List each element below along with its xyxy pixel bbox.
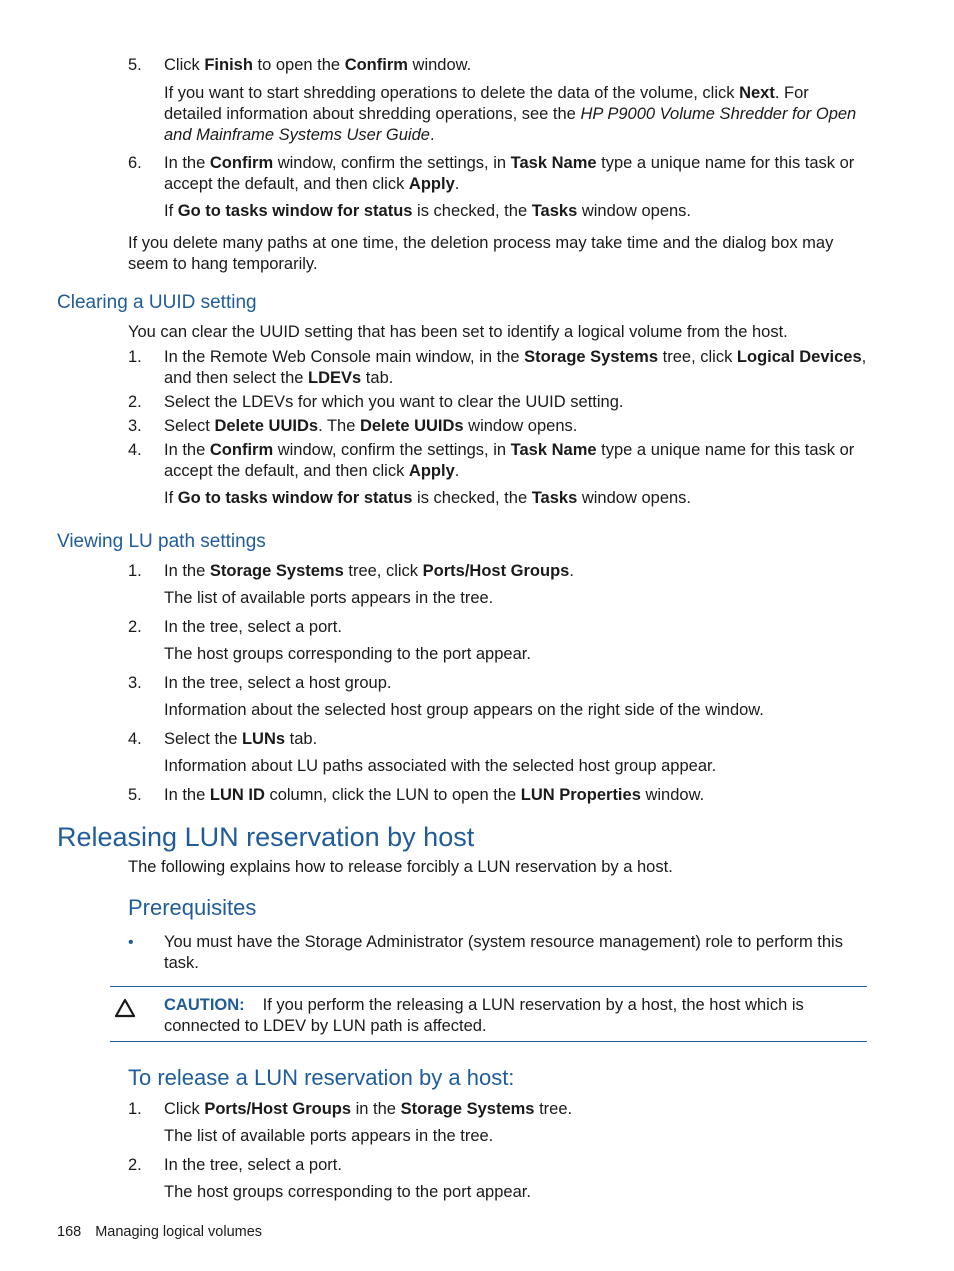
step-number: 2. xyxy=(128,618,142,636)
ui-term: Tasks xyxy=(531,489,578,507)
text: window opens. xyxy=(463,417,578,435)
caution-message: If you perform the releasing a LUN reservation by a host, the host which is connected to LDEV by LUN path is affected. xyxy=(164,996,804,1035)
step-text xyxy=(164,440,868,482)
lu-step-4-result: Information about LU paths associated with the selected host group appear. xyxy=(164,757,717,775)
ui-term: LDEVs xyxy=(308,369,362,387)
ui-term: Storage Systems xyxy=(524,348,659,366)
ui-term: Next xyxy=(739,84,775,102)
step-number: 5. xyxy=(128,786,142,804)
step-text xyxy=(164,561,868,582)
step-number: 1. xyxy=(128,562,142,580)
step-5 xyxy=(128,55,868,76)
text: , and then select the xyxy=(164,348,867,387)
text: window, confirm the settings, in xyxy=(273,441,511,459)
lu-step-3 xyxy=(128,673,868,694)
text: tree, click xyxy=(343,562,423,580)
text: . For detailed information about shredding operations, see the xyxy=(164,84,809,123)
release-step-1 xyxy=(128,1099,868,1120)
section-heading-uuid: Clearing a UUID setting xyxy=(57,292,257,313)
lu-step-1-result: The list of available ports appears in the tree. xyxy=(164,589,494,607)
text: tree. xyxy=(534,1100,573,1118)
step-number: 3. xyxy=(128,674,142,692)
procedure-heading: To release a LUN reservation by a host: xyxy=(128,1065,515,1090)
text: . xyxy=(569,562,574,580)
text: window opens. xyxy=(577,489,692,507)
caution-label: CAUTION: xyxy=(164,996,245,1014)
ui-term: Go to tasks window for status xyxy=(177,202,413,220)
step-number: 4. xyxy=(128,730,142,748)
text: is checked, the xyxy=(412,489,532,507)
deletion-note: If you delete many paths at one time, the deletion process may take time and the dialog box may seem to hang temporarily. xyxy=(128,234,834,273)
ui-term: Logical Devices xyxy=(736,348,862,366)
step-number: 2. xyxy=(128,393,142,411)
ui-term: Ports/Host Groups xyxy=(204,1100,352,1118)
text: If xyxy=(164,489,178,507)
release-step-2 xyxy=(128,1155,868,1176)
lu-step-1 xyxy=(128,561,868,582)
ui-term: Tasks xyxy=(531,202,578,220)
text: window, confirm the settings, in xyxy=(273,154,511,172)
step-text: Select the LDEVs for which you want to clear the UUID setting. xyxy=(164,393,624,411)
ui-term: Confirm xyxy=(209,441,274,459)
step-text xyxy=(164,785,868,806)
lu-step-5 xyxy=(128,785,868,806)
ui-term: Confirm xyxy=(344,56,408,74)
text: type a unique name for this task or accept the default, and then click xyxy=(164,154,855,193)
ui-term: Finish xyxy=(204,56,253,74)
text: column, click the LUN to open the xyxy=(264,786,521,804)
release-intro: The following explains how to release forcibly a LUN reservation by a host. xyxy=(128,858,673,876)
text: type a unique name for this task or accept the default, and then click xyxy=(164,441,855,480)
ui-term: Go to tasks window for status xyxy=(177,489,413,507)
warning-triangle-icon xyxy=(114,998,136,1018)
text: to open the xyxy=(252,56,345,74)
bullet-icon: • xyxy=(128,934,134,951)
text: Click xyxy=(164,1100,205,1118)
text: Select xyxy=(164,417,215,435)
footer-section-title: Managing logical volumes xyxy=(95,1224,263,1240)
release-step-2-result: The host groups corresponding to the port appear. xyxy=(164,1183,531,1201)
text: tab. xyxy=(285,730,318,748)
prerequisites-heading: Prerequisites xyxy=(128,895,257,920)
uuid-step-4 xyxy=(128,440,868,482)
step-number: 4. xyxy=(128,441,142,459)
caution-text xyxy=(164,995,854,1037)
ui-term: Delete UUIDs xyxy=(214,417,319,435)
step-number: 2. xyxy=(128,1156,142,1174)
step-text xyxy=(164,416,868,437)
release-step-1-result: The list of available ports appears in the tree. xyxy=(164,1127,494,1145)
step-text xyxy=(164,153,868,195)
text: window opens. xyxy=(577,202,692,220)
lu-step-3-result: Information about the selected host group appears on the right side of the window. xyxy=(164,701,764,719)
text: tree, click xyxy=(658,348,737,366)
step-text xyxy=(164,347,868,389)
text: . xyxy=(429,126,435,144)
ui-term: Delete UUIDs xyxy=(359,417,464,435)
page-number: 168 xyxy=(57,1224,82,1240)
text: . xyxy=(454,175,460,193)
ui-term: Storage Systems xyxy=(209,562,344,580)
text: window. xyxy=(640,786,705,804)
lu-step-2-result: The host groups corresponding to the port appear. xyxy=(164,645,531,663)
lu-step-2 xyxy=(128,617,868,638)
caution-box xyxy=(110,986,867,1042)
step-text xyxy=(164,729,868,750)
step-text: In the tree, select a port. xyxy=(164,1156,342,1174)
text: In the Remote Web Console main window, in the xyxy=(164,348,525,366)
text: tab. xyxy=(361,369,394,387)
text: In the xyxy=(164,441,210,459)
text: In the xyxy=(164,154,210,172)
uuid-step-2 xyxy=(128,392,868,413)
step-number: 5. xyxy=(128,56,142,74)
text: in the xyxy=(351,1100,401,1118)
ui-term: Apply xyxy=(408,175,455,193)
lu-step-4 xyxy=(128,729,868,750)
chapter-heading-release-lun: Releasing LUN reservation by host xyxy=(57,822,475,852)
uuid-step-1 xyxy=(128,347,868,389)
step-text xyxy=(164,1099,868,1120)
ui-term: Confirm xyxy=(209,154,274,172)
text: is checked, the xyxy=(412,202,532,220)
step-number: 6. xyxy=(128,154,142,172)
step-text xyxy=(164,55,868,76)
text: Click xyxy=(164,56,205,74)
page-footer xyxy=(57,1222,262,1242)
text: If xyxy=(164,202,178,220)
ui-term: Apply xyxy=(408,462,455,480)
ui-term: LUN ID xyxy=(209,786,265,804)
ui-term: LUNs xyxy=(241,730,286,748)
step-text: In the tree, select a host group. xyxy=(164,674,392,692)
step-number: 1. xyxy=(128,348,142,366)
text: Select the xyxy=(164,730,242,748)
uuid-intro: You can clear the UUID setting that has been set to identify a logical volume from the host. xyxy=(128,323,788,341)
prerequisite-item xyxy=(128,932,868,974)
text: In the xyxy=(164,786,210,804)
text: . xyxy=(454,462,460,480)
guide-title: HP P9000 Volume Shredder for Open and Mainframe Systems User Guide xyxy=(164,105,857,144)
step-number: 1. xyxy=(128,1100,142,1118)
step-6 xyxy=(128,153,868,195)
text: If you want to start shredding operations to delete the data of the volume, click xyxy=(164,84,740,102)
tasks-note xyxy=(164,201,864,222)
shredding-note xyxy=(164,83,864,146)
ui-term: Ports/Host Groups xyxy=(422,562,570,580)
text: . The xyxy=(318,417,360,435)
section-heading-lu-path: Viewing LU path settings xyxy=(57,531,266,552)
uuid-step-3 xyxy=(128,416,868,437)
ui-term: Task Name xyxy=(510,441,597,459)
uuid-tasks-note xyxy=(164,488,864,509)
ui-term: LUN Properties xyxy=(520,786,641,804)
step-number: 3. xyxy=(128,417,142,435)
prerequisite-text: You must have the Storage Administrator (system resource management) role to perform this task. xyxy=(164,933,843,972)
text: window. xyxy=(407,56,472,74)
step-text: In the tree, select a port. xyxy=(164,618,342,636)
ui-term: Storage Systems xyxy=(400,1100,535,1118)
ui-term: Task Name xyxy=(510,154,597,172)
text: In the xyxy=(164,562,210,580)
